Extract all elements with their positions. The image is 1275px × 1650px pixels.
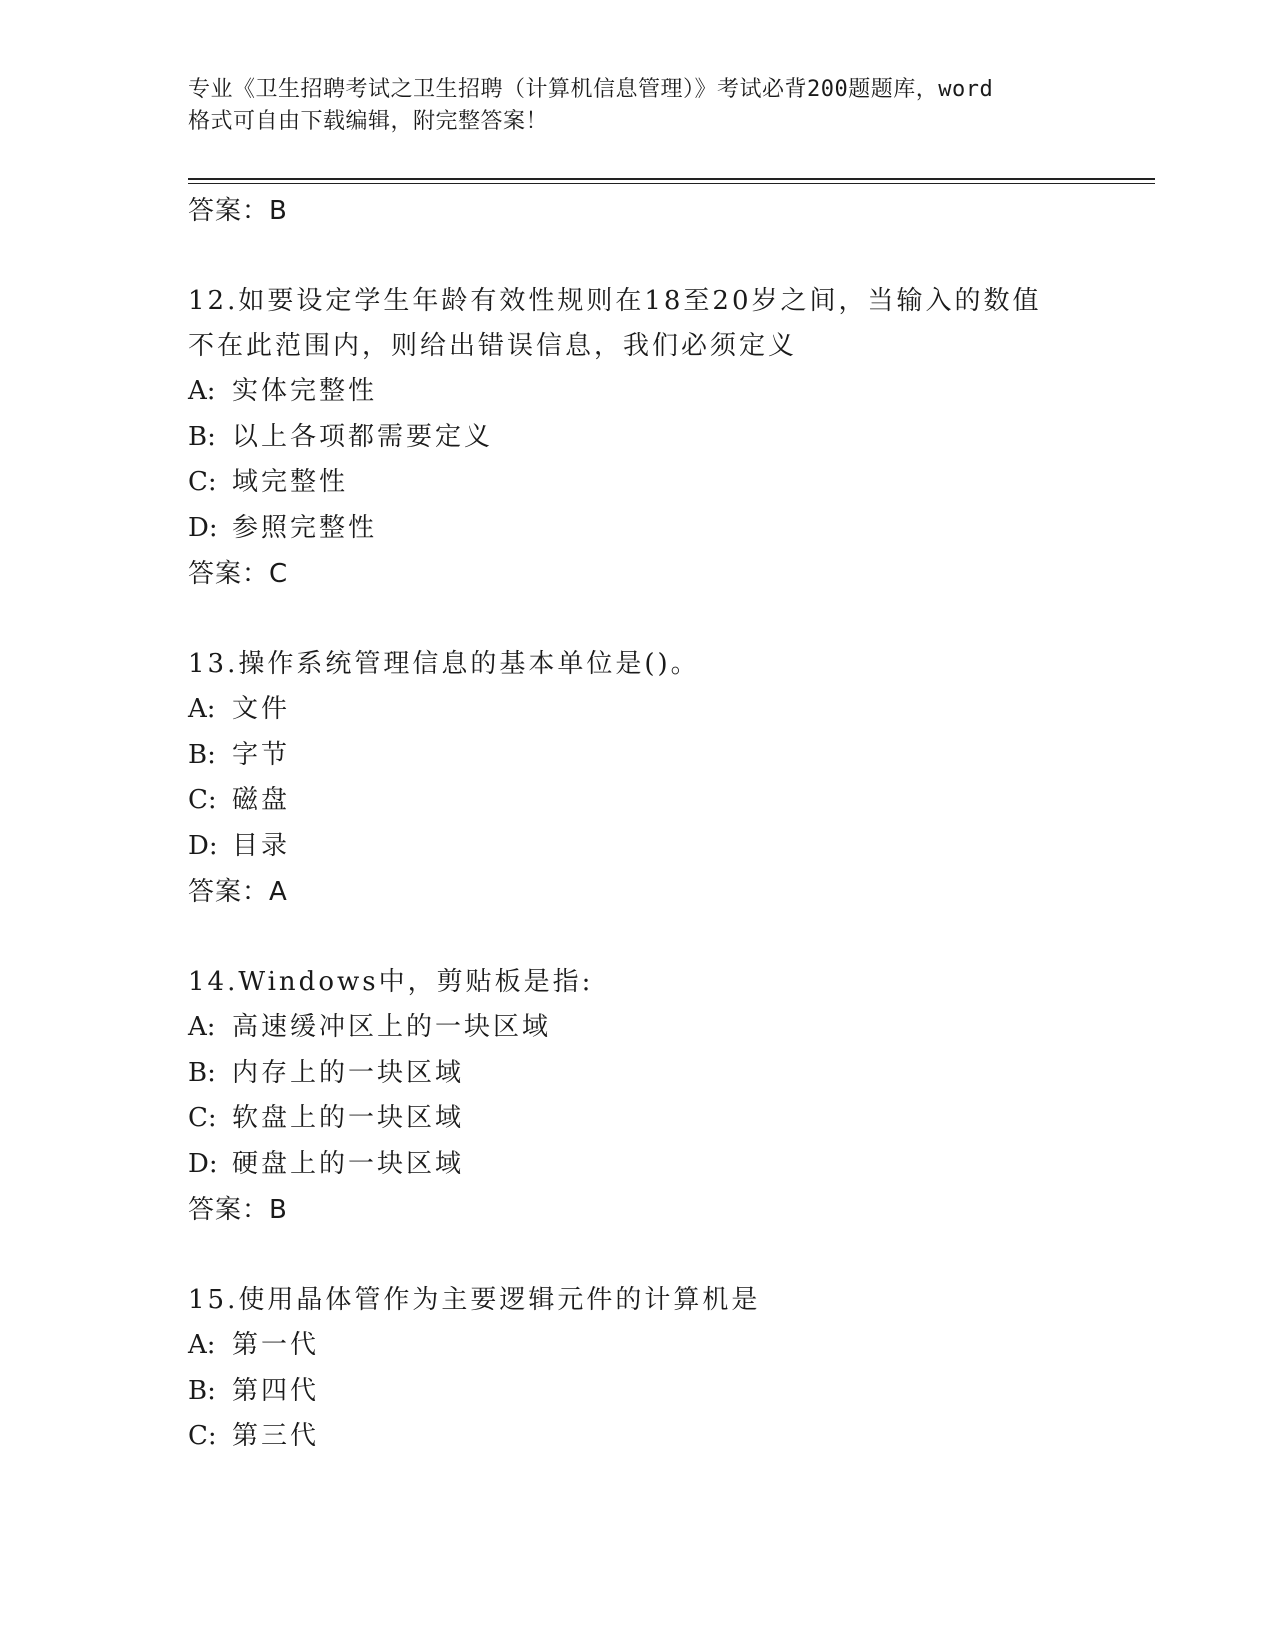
header-line-1: 专业《卫生招聘考试之卫生招聘（计算机信息管理）》考试必背200题题库，word — [188, 77, 994, 102]
option-c: C: 磁盘 — [188, 785, 291, 815]
question-text: 15.使用晶体管作为主要逻辑元件的计算机是 — [188, 1285, 761, 1315]
option-d: D: 硬盘上的一块区域 — [188, 1148, 465, 1179]
question-item — [188, 642, 1108, 915]
question-text: 12.如要设定学生年龄有效性规则在18至20岁之间，当输入的数值不在此范围内，则给出错误信息，我们必须定义 — [188, 286, 1042, 361]
question-list — [188, 188, 1108, 1460]
option-c: C: 第三代 — [188, 1421, 320, 1451]
answer-line: 答案：B — [188, 196, 288, 226]
question-item — [188, 1278, 1108, 1460]
option-c: C: 域完整性 — [188, 467, 349, 497]
header-divider — [188, 178, 1155, 180]
option-b: B: 字节 — [188, 739, 291, 770]
header-line-2: 格式可自由下载编辑，附完整答案！ — [188, 109, 549, 134]
option-b: B: 内存上的一块区域 — [188, 1057, 465, 1088]
option-a: A: 高速缓冲区上的一块区域 — [188, 1012, 552, 1042]
option-d: D: 目录 — [188, 830, 291, 861]
option-b: B: 第四代 — [188, 1375, 320, 1406]
question-text: 13.操作系统管理信息的基本单位是()。 — [188, 649, 700, 679]
question-text: 14.Windows中，剪贴板是指: — [188, 967, 594, 997]
option-a: A: 文件 — [188, 694, 291, 724]
answer-line: 答案：B — [188, 1195, 288, 1225]
answer-line: 答案：C — [188, 559, 289, 589]
option-a: A: 实体完整性 — [188, 376, 378, 406]
question-item — [188, 279, 1108, 597]
option-d: D: 参照完整性 — [188, 512, 378, 543]
question-item — [188, 960, 1108, 1233]
document-header — [188, 74, 1088, 138]
option-a: A: 第一代 — [188, 1330, 320, 1360]
answer-line: 答案：A — [188, 877, 288, 907]
option-c: C: 软盘上的一块区域 — [188, 1103, 465, 1133]
header-divider-thin — [188, 183, 1155, 184]
option-b: B: 以上各项都需要定义 — [188, 421, 494, 452]
